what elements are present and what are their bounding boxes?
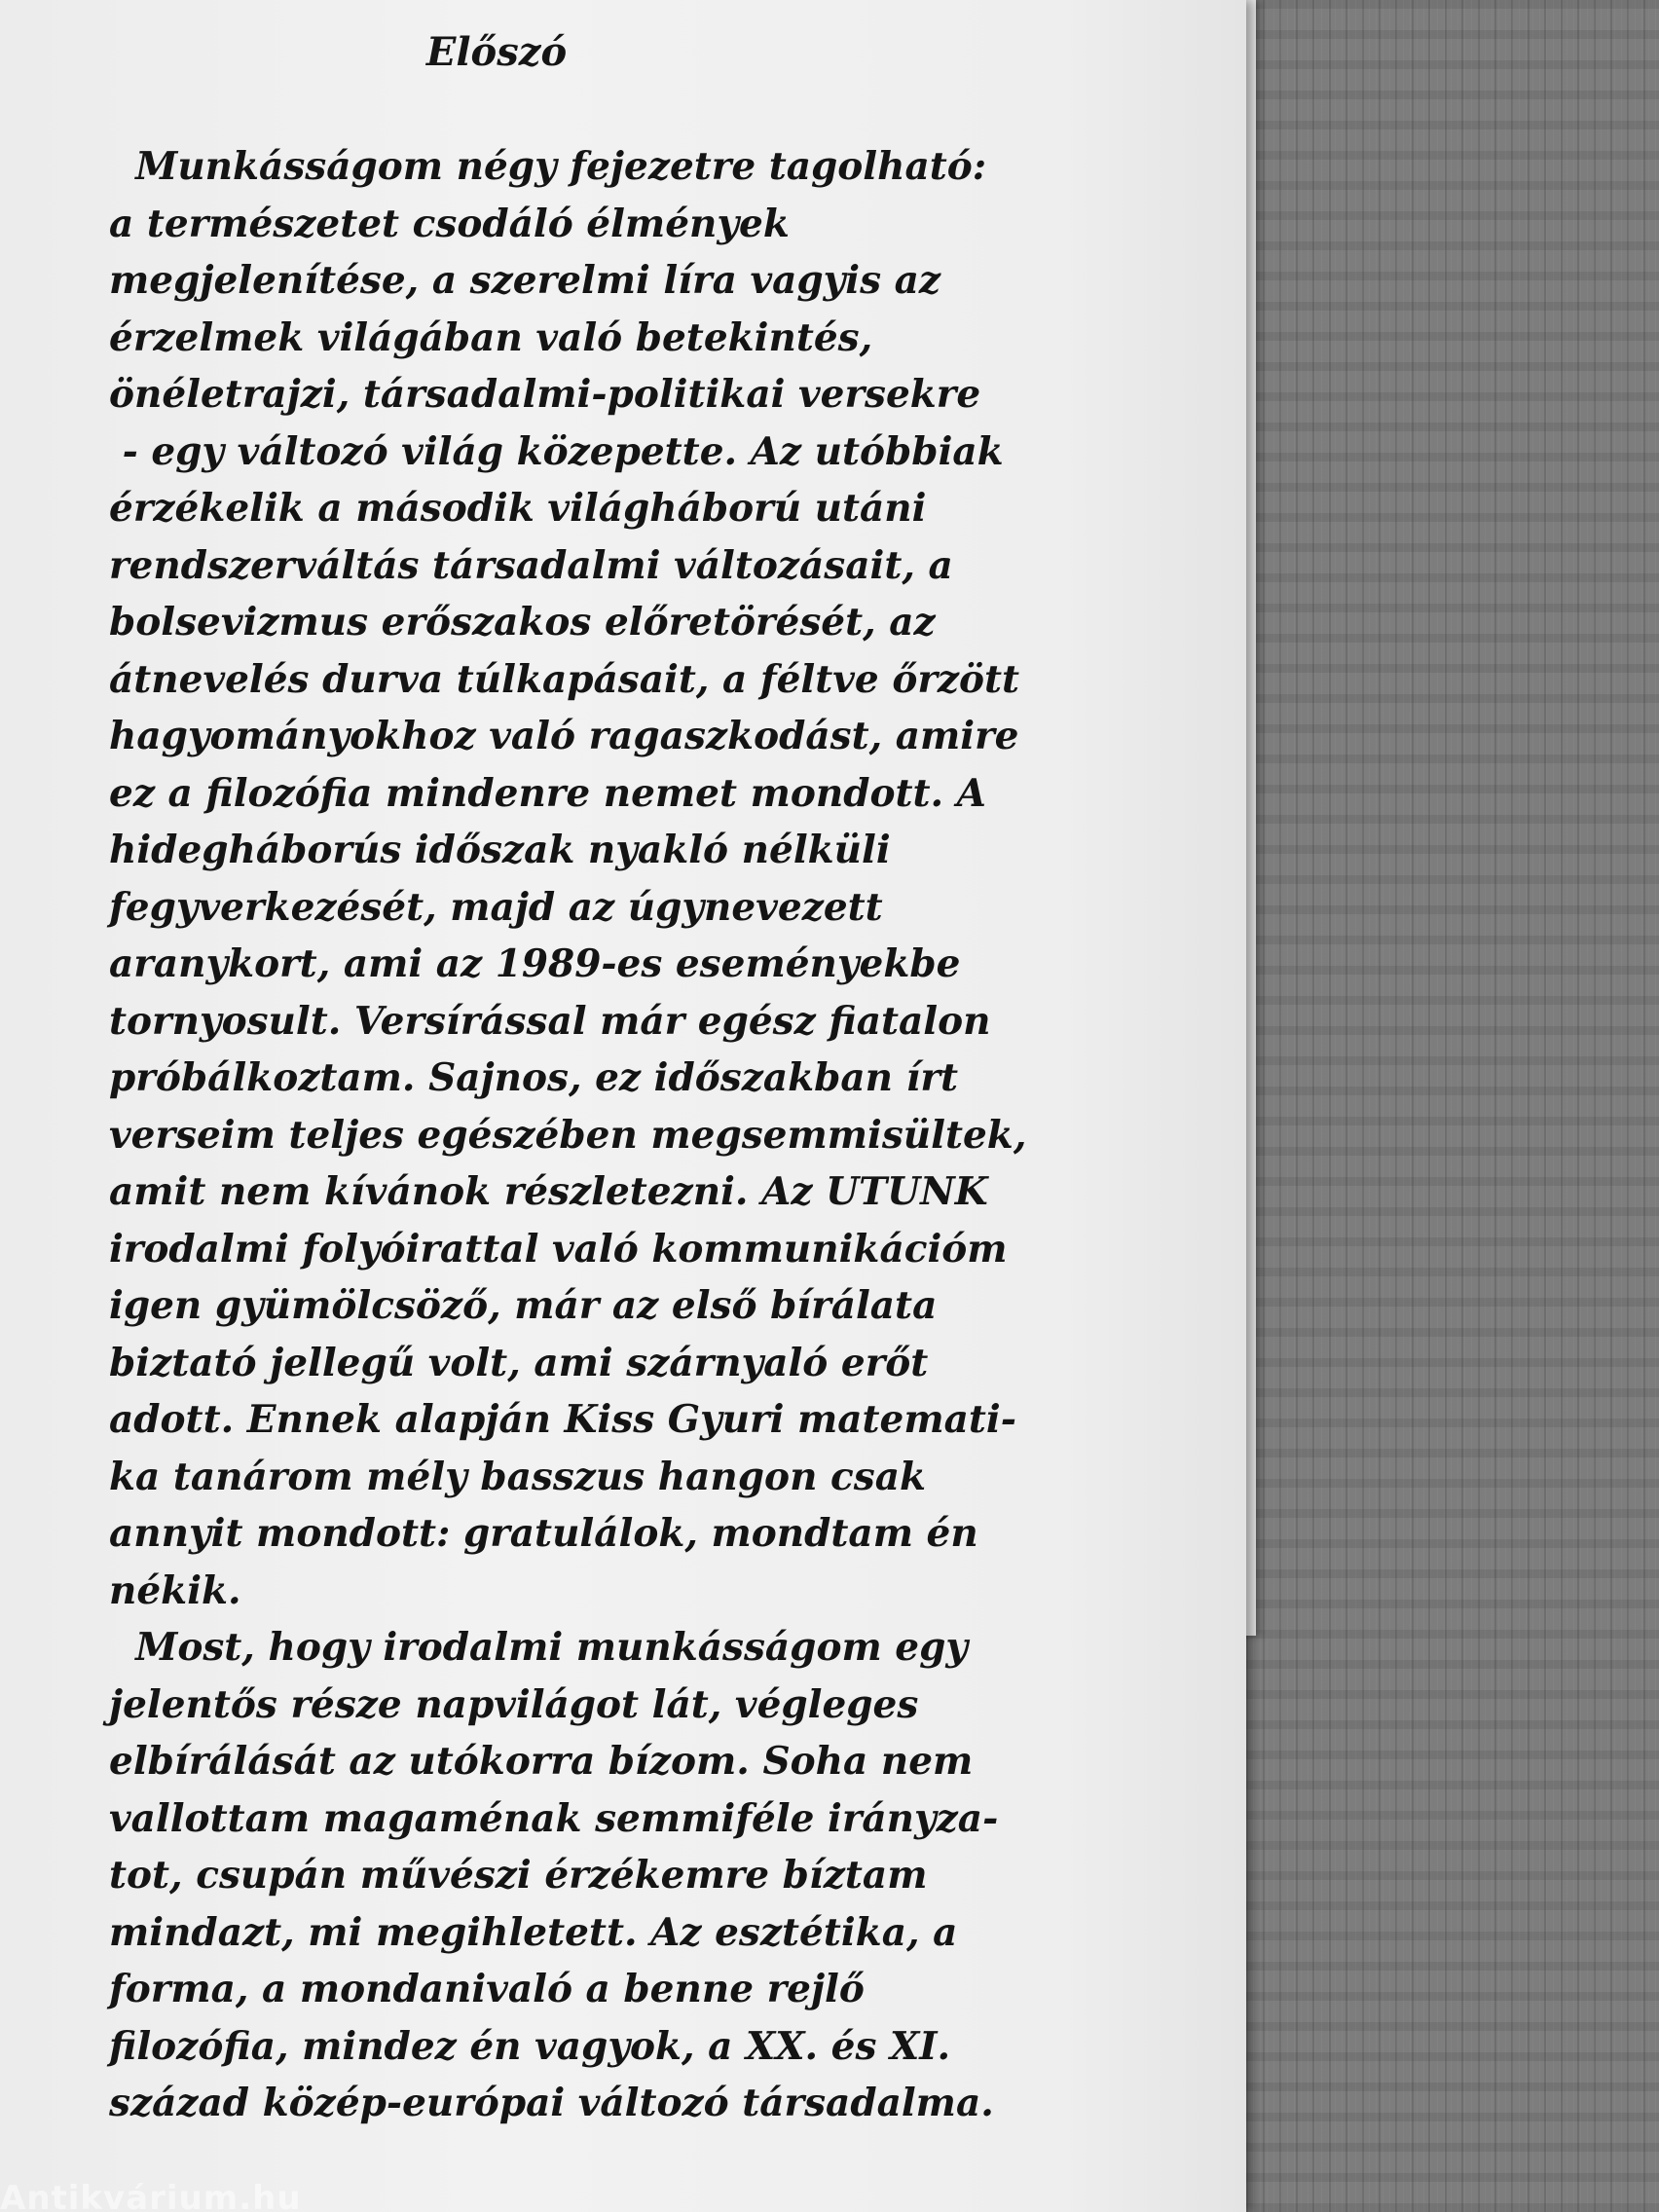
- text-line: Most, hogy irodalmi munkásságom egy: [109, 1625, 969, 1670]
- text-line: a természetet csodáló élmények: [109, 201, 790, 246]
- text-line: mindazt, mi megihletett. Az esztétika, a: [109, 1909, 958, 1955]
- text-line: ka tanárom mély basszus hangon csak: [109, 1454, 926, 1499]
- text-line: amit nem kívánok részletezni. Az UTUNK: [109, 1169, 988, 1214]
- textured-background: [1246, 0, 1659, 2212]
- text-line: tot, csupán művészi érzékemre bíztam: [109, 1853, 928, 1898]
- text-line: hagyományokhoz való ragaszkodást, amire: [109, 714, 1019, 758]
- text-line: tornyosult. Versírással már egész fiatalon: [109, 998, 991, 1044]
- text-line: elbírálását az utókorra bízom. Soha nem: [109, 1739, 974, 1784]
- page-heading: Előszó: [425, 29, 568, 75]
- text-line: megjelenítése, a szerelmi líra vagyis az: [109, 258, 941, 303]
- text-line: - egy változó világ közepette. Az utóbbiak: [109, 428, 1004, 474]
- text-line: próbálkoztam. Sajnos, ez időszakban írt: [109, 1055, 958, 1100]
- text-line: igen gyümölcsöző, már az első bírálata: [109, 1283, 938, 1328]
- text-line: Munkásságom négy fejezetre tagolható:: [109, 144, 987, 189]
- text-line: nékik.: [109, 1567, 241, 1613]
- text-line: biztató jellegű volt, ami szárnyaló erőt: [109, 1340, 929, 1385]
- text-line: átnevelés durva túlkapásait, a féltve őrzött: [109, 656, 1020, 702]
- text-line: annyit mondott: gratulálok, mondtam én: [109, 1511, 978, 1556]
- body-text: [109, 138, 1044, 2132]
- text-line: aranykort, ami az 1989-es eseményekbe: [109, 941, 961, 986]
- text-line: önéletrajzi, társadalmi-politikai versekre: [109, 372, 981, 417]
- text-line: filozófia, mindez én vagyok, a XX. és XI.: [109, 2023, 951, 2069]
- text-line: érzelmek világában való betekintés,: [109, 314, 873, 360]
- text-line: vallottam magaménak semmiféle irányza-: [109, 1795, 999, 1841]
- text-line: forma, a mondanivaló a benne rejlő: [109, 1967, 865, 2011]
- text-line: verseim teljes egészében megsemmisültek,: [109, 1112, 1027, 1158]
- text-line: bolsevizmus erőszakos előretörését, az: [109, 600, 936, 645]
- watermark: Antikvárium.hu: [0, 2179, 302, 2212]
- text-line: jelentős része napvilágot lát, végleges: [109, 1681, 919, 1727]
- text-line: irodalmi folyóirattal való kommunikációm: [109, 1226, 1008, 1272]
- text-line: hidegháborús időszak nyakló nélküli: [109, 828, 891, 872]
- text-line: adott. Ennek alapján Kiss Gyuri matemati-: [109, 1397, 1016, 1442]
- text-line: fegyverkezését, majd az úgynevezett: [109, 884, 883, 930]
- text-line: ez a filozófia mindenre nemet mondott. A: [109, 770, 986, 816]
- text-line: érzékelik a második világháború utáni: [109, 486, 927, 531]
- text-line: rendszerváltás társadalmi változásait, a: [109, 542, 953, 588]
- text-line: század közép-európai változó társadalma.: [109, 2081, 994, 2125]
